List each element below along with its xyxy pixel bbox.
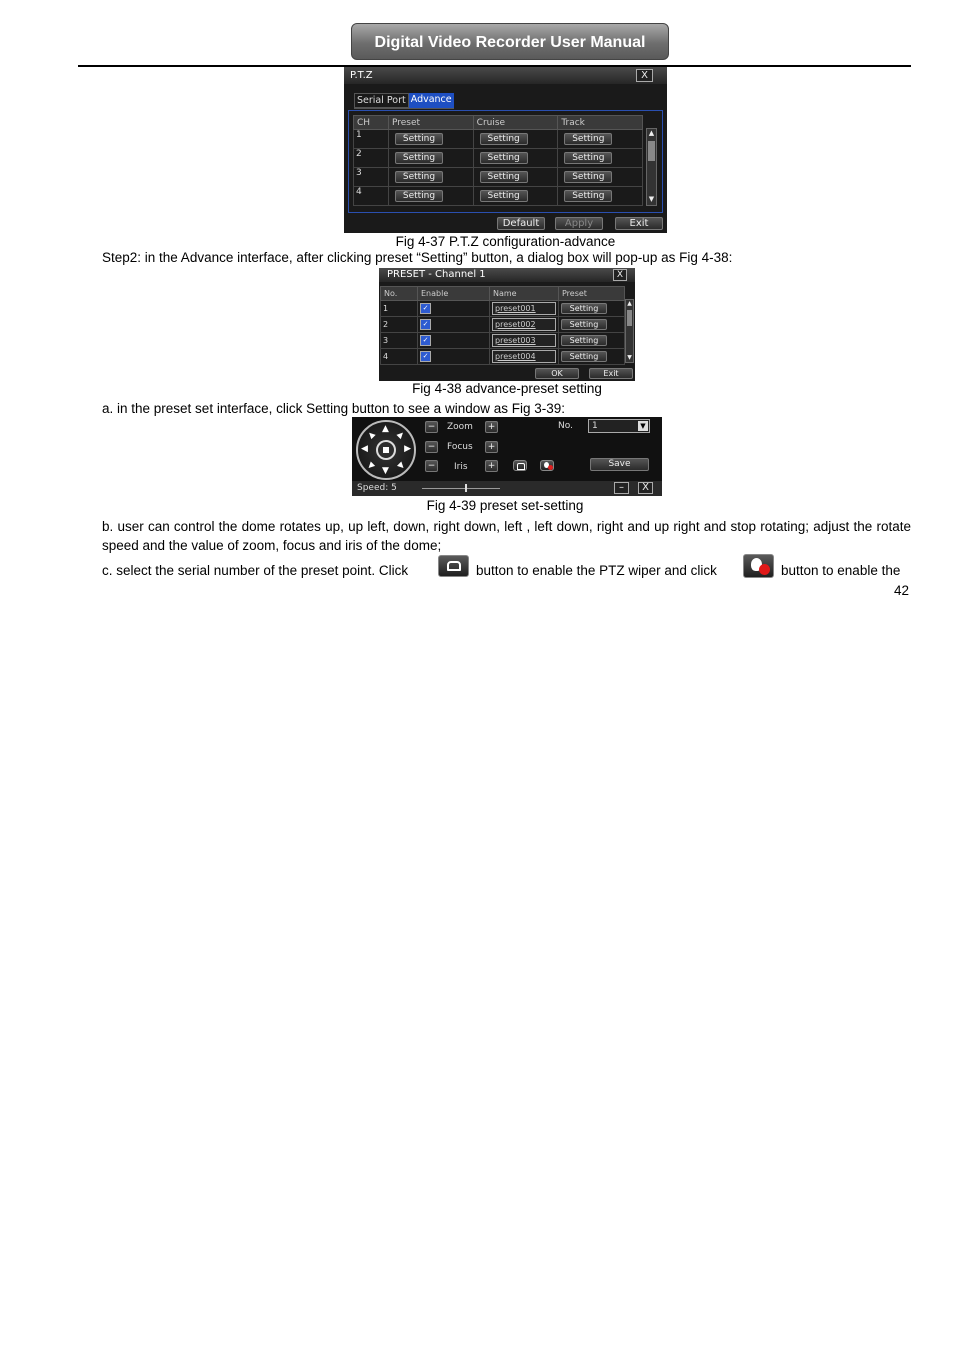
fig39-caption: Fig 4-39 preset set-setting bbox=[426, 498, 584, 513]
scroll-down-icon[interactable]: ▼ bbox=[648, 195, 655, 203]
fig37-caption: Fig 4-37 P.T.Z configuration-advance bbox=[395, 234, 616, 249]
ptz-dialog bbox=[344, 67, 667, 233]
scroll-up-icon[interactable]: ▲ bbox=[627, 300, 632, 307]
cruise-setting-button[interactable]: Setting bbox=[480, 133, 528, 145]
row-no: 3 bbox=[381, 333, 418, 349]
close-icon[interactable]: X bbox=[638, 482, 653, 494]
col-preset: Preset bbox=[389, 116, 474, 130]
preset-title: PRESET - Channel 1 bbox=[387, 269, 486, 280]
arrow-left-icon[interactable]: ◀ bbox=[361, 444, 368, 454]
default-button[interactable]: Default bbox=[497, 217, 545, 230]
track-setting-button[interactable]: Setting bbox=[564, 171, 612, 183]
close-icon[interactable]: X bbox=[636, 69, 653, 82]
preset-setting-button[interactable]: Setting bbox=[395, 133, 443, 145]
arrow-down-right-icon[interactable]: ▼ bbox=[395, 460, 407, 471]
table-row bbox=[354, 168, 643, 187]
arrow-down-left-icon[interactable]: ▼ bbox=[365, 460, 377, 471]
ptz-table bbox=[353, 115, 643, 206]
table-row bbox=[381, 333, 625, 349]
col-no: No. bbox=[381, 287, 418, 301]
scroll-thumb[interactable] bbox=[648, 141, 655, 161]
wiper-icon bbox=[438, 555, 469, 577]
ok-button[interactable]: OK bbox=[535, 368, 579, 379]
scroll-thumb[interactable] bbox=[627, 310, 632, 326]
exit-button[interactable]: Exit bbox=[615, 217, 663, 230]
exit-button[interactable]: Exit bbox=[589, 368, 633, 379]
preset-name-input[interactable]: preset002 bbox=[492, 318, 556, 331]
col-ch: CH bbox=[354, 116, 389, 130]
table-row bbox=[354, 130, 643, 149]
track-setting-button[interactable]: Setting bbox=[564, 152, 612, 164]
table-row bbox=[381, 349, 625, 365]
no-label: No. bbox=[558, 421, 573, 431]
focus-plus-button[interactable]: + bbox=[485, 441, 498, 453]
cruise-setting-button[interactable]: Setting bbox=[480, 152, 528, 164]
iris-label: Iris bbox=[454, 462, 468, 472]
preset-number-select[interactable] bbox=[588, 419, 650, 433]
table-row bbox=[354, 149, 643, 168]
arrow-down-icon[interactable]: ▼ bbox=[382, 466, 389, 476]
zoom-minus-button[interactable]: − bbox=[425, 421, 438, 433]
focus-label: Focus bbox=[447, 442, 473, 452]
speed-slider[interactable] bbox=[422, 488, 500, 489]
step-c-part2: button to enable the PTZ wiper and click bbox=[476, 563, 717, 578]
step-a-text: a. in the preset set interface, click Setting button to see a window as Fig 3-39: bbox=[102, 401, 566, 416]
preset-number-value: 1 bbox=[592, 421, 598, 431]
table-row bbox=[381, 301, 625, 317]
page-number: 42 bbox=[893, 583, 909, 598]
arrow-up-right-icon[interactable]: ▲ bbox=[395, 429, 407, 440]
wiper-icon[interactable] bbox=[513, 460, 527, 471]
apply-button[interactable]: Apply bbox=[555, 217, 603, 230]
direction-pad[interactable] bbox=[356, 420, 416, 480]
row-ch: 2 bbox=[354, 149, 389, 168]
row-ch: 1 bbox=[354, 130, 389, 149]
table-row bbox=[381, 317, 625, 333]
ptz-title: P.T.Z bbox=[350, 70, 373, 81]
enable-checkbox[interactable]: ✓ bbox=[420, 303, 431, 314]
step-c-part1: c. select the serial number of the preset point. Click bbox=[102, 563, 409, 578]
arrow-up-icon[interactable]: ▲ bbox=[382, 424, 389, 434]
tab-advance[interactable]: Advance bbox=[409, 93, 454, 108]
minimize-icon[interactable]: – bbox=[614, 482, 629, 494]
preset-scrollbar[interactable] bbox=[625, 299, 634, 363]
row-no: 2 bbox=[381, 317, 418, 333]
col-enable: Enable bbox=[418, 287, 490, 301]
row-no: 1 bbox=[381, 301, 418, 317]
preset-setting-button[interactable]: Setting bbox=[561, 351, 607, 362]
stop-icon[interactable] bbox=[376, 440, 396, 460]
speed-bar bbox=[352, 481, 662, 496]
scroll-down-icon[interactable]: ▼ bbox=[627, 354, 632, 361]
manual-title-badge: Digital Video Recorder User Manual bbox=[351, 23, 669, 60]
track-setting-button[interactable]: Setting bbox=[564, 133, 612, 145]
preset-table bbox=[380, 286, 625, 365]
preset-setting-button[interactable]: Setting bbox=[561, 335, 607, 346]
arrow-up-left-icon[interactable]: ▲ bbox=[365, 429, 377, 440]
preset-dialog bbox=[379, 268, 635, 381]
preset-setting-panel bbox=[352, 417, 662, 496]
close-icon[interactable]: X bbox=[613, 269, 627, 281]
fig38-caption: Fig 4-38 advance-preset setting bbox=[412, 381, 602, 396]
col-preset: Preset bbox=[559, 287, 625, 301]
light-icon bbox=[743, 554, 774, 578]
step-b-text: b. user can control the dome rotates up, up left, down, right down, left , left down, right and up right and stop rotating; adjust the rotate speed and the value of zoom, focus and iris of the dome; bbox=[102, 519, 911, 553]
preset-name-input[interactable]: preset001 bbox=[492, 302, 556, 315]
cruise-setting-button[interactable]: Setting bbox=[480, 190, 528, 202]
enable-checkbox[interactable]: ✓ bbox=[420, 351, 431, 362]
preset-setting-button[interactable]: Setting bbox=[395, 152, 443, 164]
col-name: Name bbox=[490, 287, 559, 301]
ptz-title-bar bbox=[344, 67, 667, 84]
preset-name-input[interactable]: preset004 bbox=[492, 350, 556, 363]
preset-setting-button[interactable]: Setting bbox=[561, 319, 607, 330]
save-button[interactable]: Save bbox=[590, 458, 649, 471]
arrow-right-icon[interactable]: ▶ bbox=[404, 444, 411, 454]
row-ch: 4 bbox=[354, 187, 389, 206]
iris-plus-button[interactable]: + bbox=[485, 460, 498, 472]
step2-text: Step2: in the Advance interface, after clicking preset “Setting” button, a dialog box will pop-up as Fig 4-38: bbox=[102, 250, 733, 265]
speed-slider-thumb[interactable] bbox=[465, 484, 467, 492]
col-track: Track bbox=[558, 116, 643, 130]
preset-setting-button[interactable]: Setting bbox=[561, 303, 607, 314]
focus-minus-button[interactable]: − bbox=[425, 441, 438, 453]
light-icon[interactable] bbox=[540, 460, 554, 471]
tab-serial-port[interactable]: Serial Port bbox=[354, 93, 409, 108]
enable-checkbox[interactable]: ✓ bbox=[420, 335, 431, 346]
preset-setting-button[interactable]: Setting bbox=[395, 190, 443, 202]
zoom-label: Zoom bbox=[447, 422, 473, 432]
scroll-up-icon[interactable]: ▲ bbox=[648, 129, 655, 137]
step-c-part3: button to enable the bbox=[781, 563, 901, 578]
ptz-table-frame bbox=[348, 110, 663, 213]
row-ch: 3 bbox=[354, 168, 389, 187]
track-setting-button[interactable]: Setting bbox=[564, 190, 612, 202]
row-no: 4 bbox=[381, 349, 418, 365]
ptz-scrollbar[interactable] bbox=[646, 128, 657, 206]
preset-setting-button[interactable]: Setting bbox=[395, 171, 443, 183]
table-row bbox=[354, 187, 643, 206]
col-cruise: Cruise bbox=[473, 116, 558, 130]
speed-label: Speed: 5 bbox=[357, 483, 397, 493]
iris-minus-button[interactable]: − bbox=[425, 460, 438, 472]
cruise-setting-button[interactable]: Setting bbox=[480, 171, 528, 183]
chevron-down-icon[interactable]: ▼ bbox=[638, 421, 648, 431]
enable-checkbox[interactable]: ✓ bbox=[420, 319, 431, 330]
preset-title-bar bbox=[379, 268, 635, 282]
preset-name-input[interactable]: preset003 bbox=[492, 334, 556, 347]
zoom-plus-button[interactable]: + bbox=[485, 421, 498, 433]
